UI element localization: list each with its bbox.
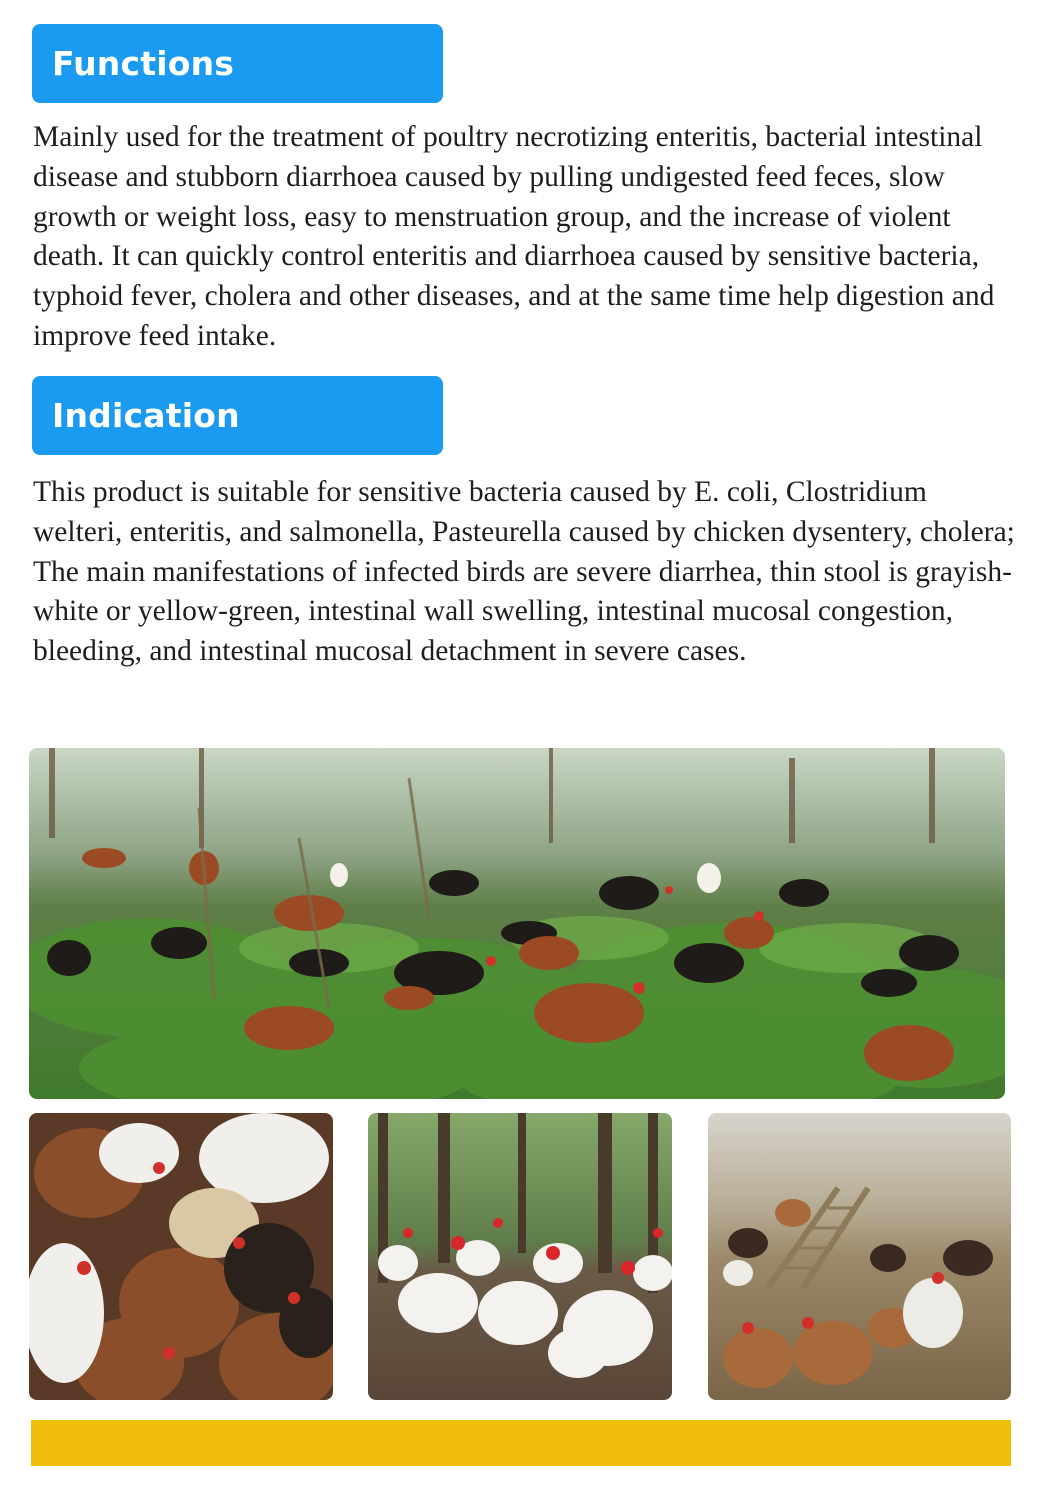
functions-header — [32, 24, 443, 103]
footer-bar — [31, 1420, 1011, 1466]
free-range-chickens-photo — [29, 748, 1005, 1099]
functions-title: Functions — [52, 44, 235, 83]
white-broilers-forest-photo — [368, 1113, 672, 1400]
indication-title: Indication — [52, 396, 240, 435]
chicken-yard-photo — [708, 1113, 1011, 1400]
functions-text: Mainly used for the treatment of poultry necrotizing enteritis, bacterial intestinal disease and stubborn diarrhoea caused by pulling undigested feed feces, slow growth or weight loss, easy to menstruation group, and the increase of violent death. It can quickly control enteritis and diarrhoea caused by sensitive bacteria, typhoid fever, cholera and other diseases, and at the same time help digestion and improve feed intake. — [33, 121, 995, 352]
indication-text: This product is suitable for sensitive bacteria caused by E. coli, Clostridium welteri, enteritis, and salmonella, Pasteurella caused by chicken dysentery, cholera; The main manifestations of infected birds are severe diarrhea, thin stool is grayish-white or yellow-green, intestinal wall swelling, intestinal mucosal congestion, bleeding, and intestinal mucosal detachment in severe cases. — [33, 476, 1015, 668]
mixed-flock-photo — [29, 1113, 333, 1400]
indication-header — [32, 376, 443, 455]
